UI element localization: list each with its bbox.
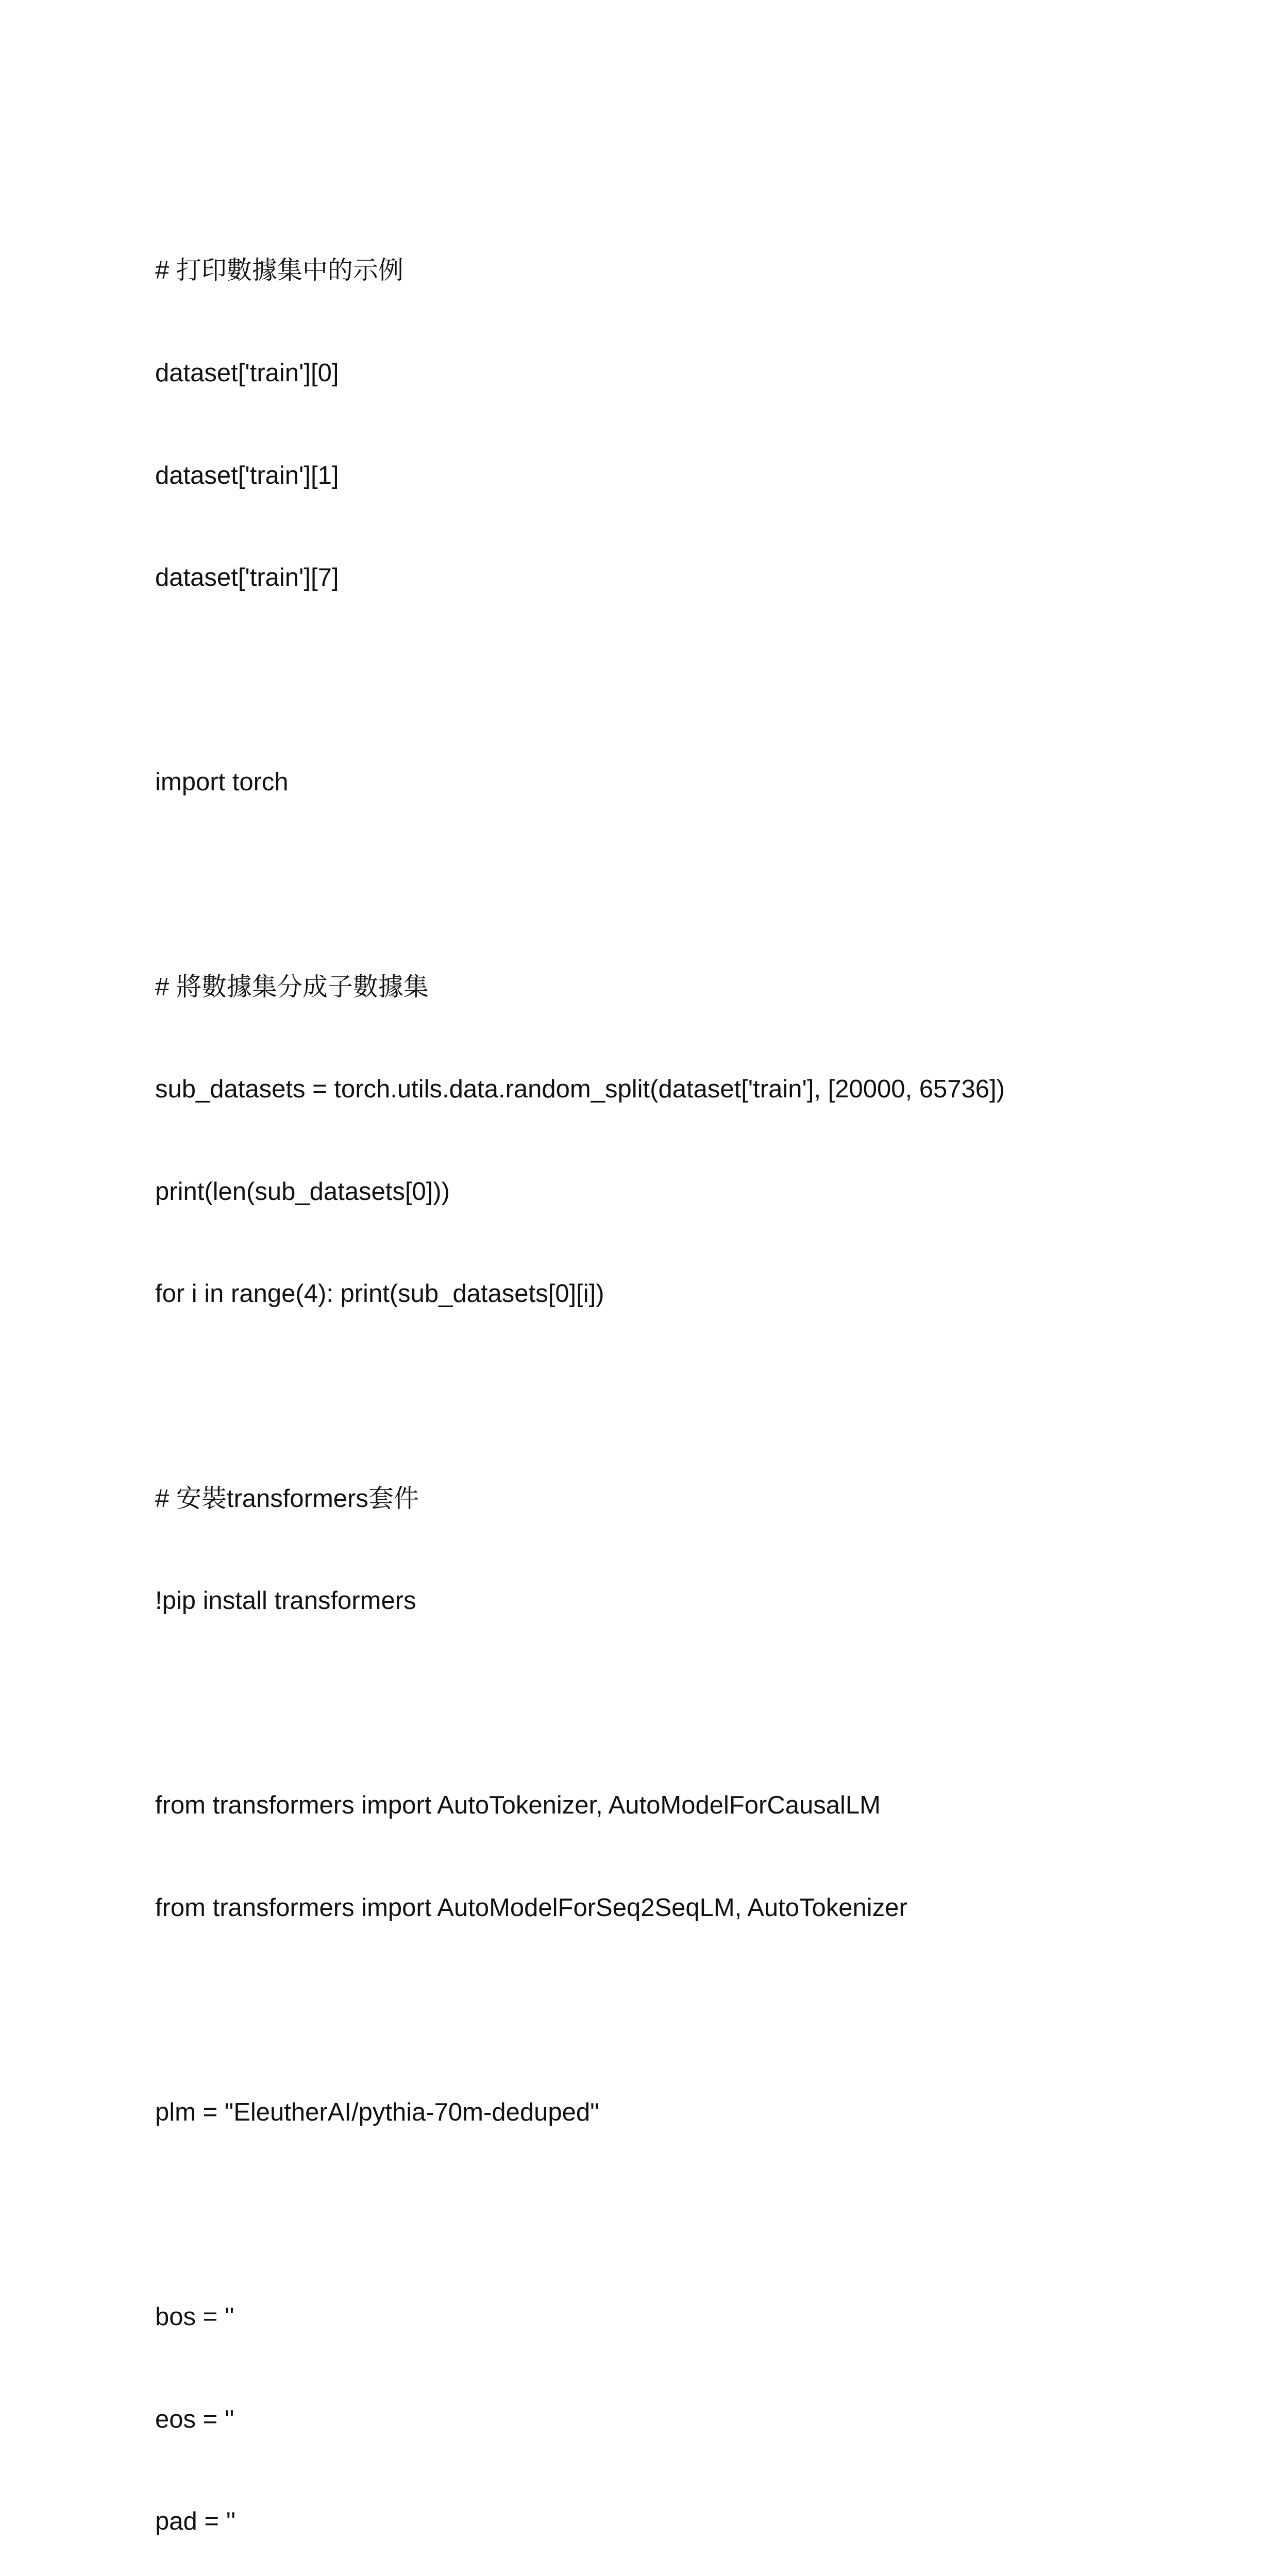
blank-line: [155, 1686, 1186, 1720]
code-line: dataset['train'][1]: [155, 461, 339, 489]
code-line: bos = '': [155, 2303, 234, 2331]
code-line: dataset['train'][7]: [155, 564, 339, 592]
blank-line: [155, 663, 1186, 697]
code-line: from transformers import AutoTokenizer, AutoModelForCausalLM: [155, 1791, 881, 1820]
code-line: dataset['train'][0]: [155, 359, 339, 387]
comment-line: # 打印數據集中的示例: [155, 257, 403, 285]
blank-line: [155, 868, 1186, 902]
code-line: print(len(sub_datasets[0])): [155, 1177, 450, 1206]
code-line: from transformers import AutoModelForSeq2SeqLM, AutoTokenizer: [155, 1893, 907, 1922]
code-line: for i in range(4): print(sub_datasets[0][i]): [155, 1280, 604, 1308]
blank-line: [155, 1379, 1186, 1413]
code-line: sub_datasets = torch.utils.data.random_split(dataset['train'], [20000, 65736]): [155, 1075, 1005, 1104]
code-line: pad = '': [155, 2507, 236, 2536]
code-line: eos = '': [155, 2405, 234, 2433]
document-body: [155, 185, 1186, 2576]
code-line: !pip install transformers: [155, 1587, 416, 1615]
comment-line: # 將數據集分成子數據集: [155, 973, 429, 1001]
blank-line: [155, 2198, 1186, 2232]
blank-line: [155, 1993, 1186, 2027]
comment-line: # 安裝transformers套件: [155, 1484, 419, 1513]
code-line: plm = "EleutherAI/pythia-70m-deduped": [155, 2098, 599, 2127]
code-line: import torch: [155, 768, 289, 796]
